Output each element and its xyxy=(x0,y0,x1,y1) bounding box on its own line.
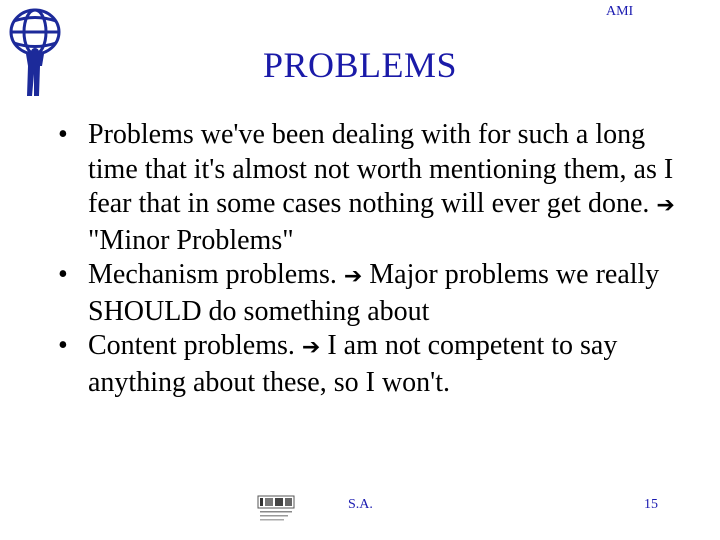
page-number: 15 xyxy=(644,497,658,512)
bullet-item xyxy=(58,258,678,329)
bullet-dot: • xyxy=(58,119,68,150)
bullet-item xyxy=(58,118,678,258)
bullet-list xyxy=(58,118,678,400)
bullet-item xyxy=(58,329,678,400)
bullet-arrow-text: Major problems we really SHOULD do something about xyxy=(88,259,660,327)
slide-title: PROBLEMS xyxy=(262,45,458,85)
bullet-arrow-text: I am not competent to say anything about these, so I won't. xyxy=(88,330,618,398)
right-arrow-icon: ➔ xyxy=(343,264,363,289)
right-arrow-icon: ➔ xyxy=(656,193,675,218)
header-tag: AMI xyxy=(606,4,634,19)
bullet-arrow-text: "Minor Problems" xyxy=(88,224,294,256)
hepsc-logo-icon xyxy=(256,492,296,524)
bullet-text: Mechanism problems. xyxy=(88,259,337,290)
right-arrow-icon: ➔ xyxy=(301,335,321,360)
bullet-dot: • xyxy=(58,259,68,290)
footer-author: S.A. xyxy=(348,497,373,512)
bullet-dot: • xyxy=(58,330,68,361)
bullet-text: Content problems. xyxy=(88,330,295,361)
bullet-text: Problems we've been dealing with for such a long time that it's almost not worth mentioning them, as I fear that in some cases nothing will ever get done. xyxy=(88,119,674,219)
